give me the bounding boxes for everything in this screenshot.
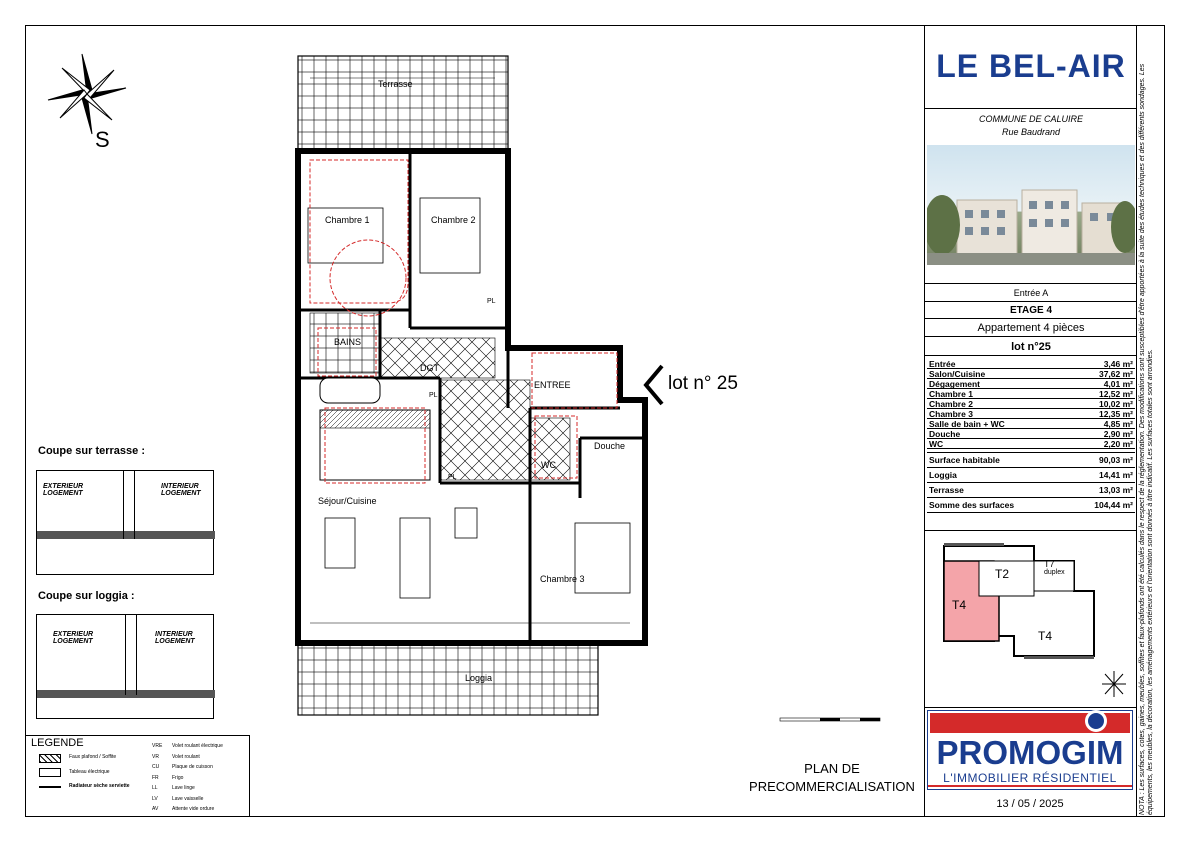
room-entree: ENTREE (534, 380, 571, 390)
surface-total-row: Surface habitable 90,03 m² (927, 453, 1135, 468)
legend: LEGENDE Faux plafond / Soffite Tableau électrique Radiateur sèche serviette VRE Volet roulant électrique VR Volet roulant CU Plaque de cuisson FR Frigo LL Lave linge LV Lave vaisselle AV Attente vide ordure (25, 735, 250, 817)
surface-row: Entrée 3,46 m² (929, 359, 1133, 369)
entrance: Entrée A (925, 283, 1137, 301)
room-terrasse: Terrasse (378, 79, 413, 89)
legend-code: LL Lave linge (152, 785, 195, 791)
surface-total-row: Loggia 14,41 m² (927, 468, 1135, 483)
room-chambre1: Chambre 1 (325, 215, 370, 225)
legend-codes (152, 741, 223, 815)
surface-row: Chambre 1 12,52 m² (929, 389, 1133, 399)
compass-icon (42, 48, 132, 158)
surface-row: WC 2,20 m² (929, 439, 1133, 449)
legal-note: NOTA : Les surfaces, cotes, gaines, meubles, soffites et faux-plafonds ont été calculés dans le respect de la réglementation. Des modifications sont susceptibles d'être apportées à la suite des études techniques et des différents sondages. Les équipements, les meubles, la décoration, les aménagements extérieurs et l'orientation sont donnés à titre indicatif. Les surfaces totales sont arrondies. (1136, 25, 1165, 817)
electric-panel-icon (39, 768, 61, 777)
legend-code: LV Lave vaisselle (152, 795, 204, 802)
room-bains: BAINS (334, 337, 362, 347)
project-name: LE BEL-AIR (925, 25, 1137, 109)
radiator-icon (39, 784, 61, 788)
lot-number: lot n°25 (925, 336, 1137, 356)
date: 13 / 05 / 2025 (996, 798, 1064, 810)
room-loggia: Loggia (465, 673, 493, 683)
building-photo (927, 145, 1135, 265)
surface-total-row: Somme des surfaces 104,44 m² (927, 498, 1135, 513)
legend-code: AV Attente vide ordure (152, 806, 215, 812)
surface-row: Douche 2,90 m² (929, 429, 1133, 439)
room-pl3: PL (487, 298, 496, 305)
keyplan-compass-icon (1100, 669, 1128, 699)
room-chambre2: Chambre 2 (431, 215, 476, 225)
room-wc: WC (541, 460, 556, 470)
coupe-terrasse-title: Coupe sur terrasse : (38, 445, 145, 457)
key-plan: T2 T7 duplex T4 T4 (924, 530, 1136, 708)
room-chambre3: Chambre 3 (540, 574, 585, 584)
apartment-type: Appartement 4 pièces (925, 318, 1137, 336)
room-pl2: PL (448, 474, 457, 481)
surface-row: Salon/Cuisine 37,62 m² (929, 369, 1133, 379)
lot-arrow-icon (642, 364, 664, 406)
brand-tagline: L'IMMOBILIER RÉSIDENTIEL (928, 771, 1132, 787)
legend-code: VR Volet roulant (152, 753, 200, 760)
coupe-terrasse-drawing: EXTERIEUR LOGEMENT INTERIEUR LOGEMENT (36, 470, 214, 575)
legend-title: LEGENDE (31, 737, 84, 749)
lot-callout: lot n° 25 (668, 373, 738, 394)
scale-bar (778, 712, 882, 726)
room-dgt: DGT (420, 363, 439, 373)
compass-label: S (95, 127, 110, 152)
surface-total-row: Terrasse 13,03 m² (927, 483, 1135, 498)
coupe-loggia-drawing: EXTERIEUR LOGEMENT INTERIEUR LOGEMENT (36, 614, 214, 719)
surface-row: Chambre 3 12,35 m² (929, 409, 1133, 419)
surface-row: Chambre 2 10,02 m² (929, 399, 1133, 409)
commune: COMMUNE DE CALUIRE Rue Baudrand (978, 114, 1083, 137)
surface-row: Salle de bain + WC 4,85 m² (929, 419, 1133, 429)
surface-row: Dégagement 4,01 m² (929, 379, 1133, 389)
room-sejour: Séjour/Cuisine (318, 496, 377, 506)
surface-table (927, 359, 1135, 513)
room-pl1: PL (429, 392, 438, 399)
promogim-logo (927, 710, 1133, 790)
floor: ETAGE 4 (925, 301, 1137, 318)
legend-code: CU Plaque de cuisson (152, 764, 213, 770)
legend-code: FR Frigo (152, 774, 184, 781)
hatch-swatch-icon (39, 754, 61, 763)
room-douche: Douche (594, 441, 626, 451)
brand-name: PROMOGIM (936, 734, 1124, 771)
coupe-loggia-title: Coupe sur loggia : (38, 590, 135, 602)
plan-title: PLAN DE PRECOMMERCIALISATION (749, 761, 915, 794)
legend-code: VRE Volet roulant électrique (152, 743, 223, 749)
floor-plan (290, 48, 670, 723)
